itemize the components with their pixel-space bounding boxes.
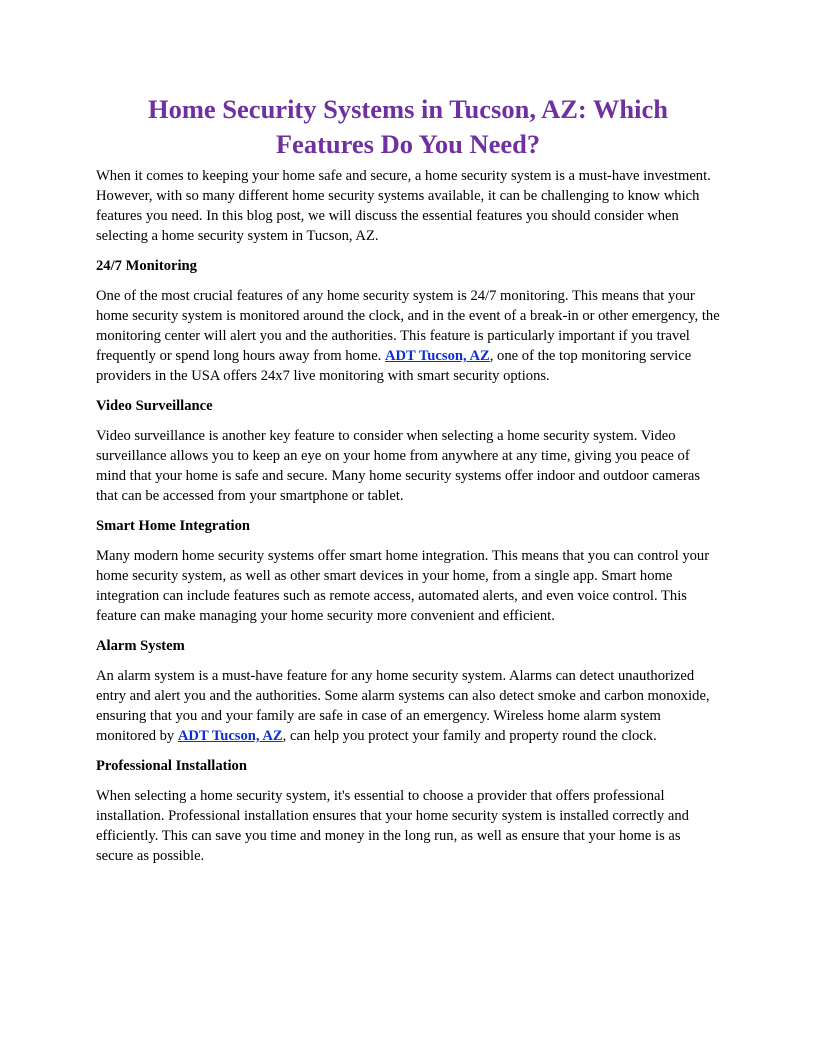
- heading-professional-installation: Professional Installation: [96, 758, 247, 774]
- paragraph-smart-home: Many modern home security systems offer smart home integration. This means that you can control your home security system, as well as other smart devices in your home, from a single app. Smart home integration can include features such as remote access, automated alerts, and even voice control. This feature can make managing your home security more convenient and efficient.: [96, 548, 710, 624]
- heading-smart-home: Smart Home Integration: [96, 518, 251, 534]
- alarm-text-after: , can help you protect your family and property round the clock.: [282, 728, 657, 744]
- intro-paragraph: When it comes to keeping your home safe and secure, a home security system is a must-have investment. However, with so many different home security systems available, it can be challenging to know which features you need. In this blog post, we will discuss the essential features you should consider when selecting a home security system in Tucson, AZ.: [96, 168, 711, 244]
- paragraph-alarm-system: [96, 666, 720, 746]
- monitoring-text-before: One of the most crucial features of any home security system is 24/7 monitoring. This means that your home security system is monitored around the clock, and in the event of a break-in or other emergency, the monitoring center will alert you and the authorities. This feature is particularly important if you travel frequently or spend long hours away from home.: [96, 288, 720, 364]
- title-line-2: Features Do You Need?: [275, 129, 541, 159]
- alarm-text-before: An alarm system is a must-have feature for any home security system. Alarms can detect unauthorized entry and alert you and the authorities. Some alarm systems can also detect smoke and carbon monoxide, ensuring that you and your family are safe in case of an emergency. Wireless home alarm system monitored by: [96, 668, 710, 744]
- page-title: [96, 92, 720, 162]
- paragraph-video-surveillance: Video surveillance is another key feature to consider when selecting a home security system. Video surveillance allows you to keep an eye on your home from anywhere at any time, giving you peace of mind that your home is safe and secure. Many home security systems offer indoor and outdoor cameras that can be accessed from your smartphone or tablet.: [96, 428, 700, 504]
- adt-tucson-link-alarm[interactable]: ADT Tucson, AZ: [177, 728, 283, 744]
- title-line-1: Home Security Systems in Tucson, AZ: Which: [147, 94, 668, 124]
- heading-alarm-system: Alarm System: [96, 638, 185, 654]
- adt-tucson-link[interactable]: ADT Tucson, AZ: [384, 348, 490, 364]
- monitoring-text-after: , one of the top monitoring service providers in the USA offers 24x7 live monitoring with smart security options.: [96, 348, 692, 384]
- document-page: [96, 92, 720, 876]
- paragraph-professional-installation: When selecting a home security system, it's essential to choose a provider that offers professional installation. Professional installation ensures that your home security system is installed correctly and efficiently. This can save you time and money in the long run, as well as ensure that your home is as secure as possible.: [96, 788, 689, 864]
- heading-video-surveillance: Video Surveillance: [96, 398, 213, 414]
- paragraph-monitoring: [96, 286, 720, 386]
- heading-monitoring: 24/7 Monitoring: [96, 258, 197, 274]
